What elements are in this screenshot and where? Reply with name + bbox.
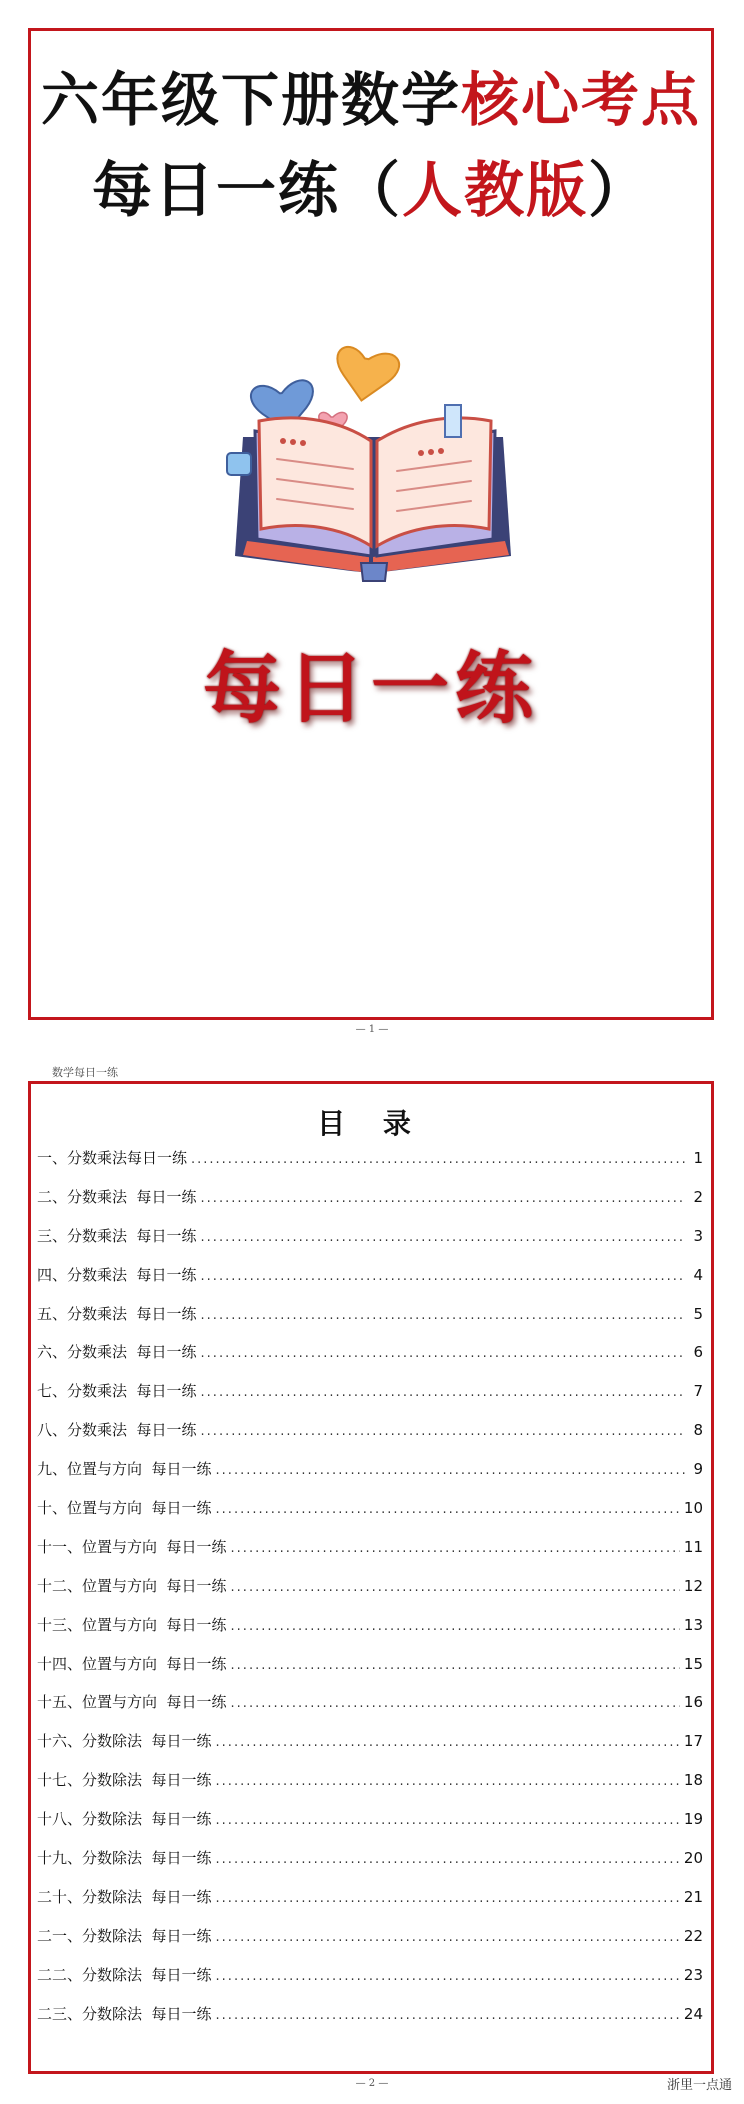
toc-entry[interactable] <box>37 1379 703 1418</box>
toc-entry[interactable] <box>37 1535 703 1574</box>
toc-entry-label: 二十、分数除法 每日一练 <box>37 1887 212 1906</box>
toc-entry-label: 三、分数乘法 每日一练 <box>37 1226 197 1245</box>
toc-entry-label: 十三、位置与方向 每日一练 <box>37 1615 227 1634</box>
toc-entry-page-number: 2 <box>693 1187 703 1206</box>
toc-entry-page-number: 15 <box>683 1654 703 1673</box>
toc-entry-label: 十九、分数除法 每日一练 <box>37 1849 212 1868</box>
toc-entry-label: 四、分数乘法 每日一练 <box>37 1265 197 1284</box>
toc-entry-page-number: 8 <box>693 1421 703 1440</box>
toc-dot-leader <box>216 1848 680 1872</box>
toc-entry[interactable] <box>37 1185 703 1224</box>
toc-entry[interactable] <box>37 1574 703 1613</box>
toc-dot-leader <box>201 1381 685 1405</box>
toc-dot-leader <box>216 1809 680 1833</box>
toc-list <box>37 1146 703 2040</box>
toc-entry-page-number: 1 <box>693 1149 703 1167</box>
open-book-with-hearts-icon <box>221 341 531 601</box>
footer-brand: 浙里一点通 <box>666 2078 732 2093</box>
toc-entry[interactable] <box>37 1807 703 1846</box>
page-number-toc: — 2 — <box>355 2078 389 2089</box>
toc-entry-label: 十一、位置与方向 每日一练 <box>37 1537 227 1556</box>
cover-subtitle-black-part: 每日一练（ <box>92 156 402 226</box>
toc-entry-page-number: 3 <box>693 1226 703 1245</box>
toc-entry-label: 一、分数乘法每日一练 <box>37 1149 188 1167</box>
toc-entry[interactable] <box>37 1690 703 1729</box>
cover-badge-title: 每日一练 <box>202 643 539 734</box>
toc-entry[interactable] <box>37 1963 703 2002</box>
toc-dot-leader <box>231 1654 680 1678</box>
toc-dot-leader <box>201 1187 685 1211</box>
toc-entry-page-number: 12 <box>683 1576 703 1595</box>
toc-entry[interactable] <box>37 1457 703 1496</box>
toc-dot-leader <box>201 1265 685 1289</box>
toc-entry-page-number: 9 <box>693 1460 703 1479</box>
toc-entry-page-number: 7 <box>693 1382 703 1401</box>
toc-entry-label: 二、分数乘法 每日一练 <box>37 1187 197 1206</box>
toc-dot-leader <box>201 1304 685 1328</box>
toc-entry-label: 十六、分数除法 每日一练 <box>37 1732 212 1751</box>
toc-entry-label: 八、分数乘法 每日一练 <box>37 1421 197 1440</box>
toc-dot-leader <box>216 1887 680 1911</box>
toc-entry-label: 五、分数乘法 每日一练 <box>37 1304 197 1323</box>
toc-dot-leader <box>231 1615 680 1639</box>
toc-entry-label: 十五、位置与方向 每日一练 <box>37 1693 227 1712</box>
toc-entry-page-number: 16 <box>683 1693 703 1712</box>
toc-entry-label: 十、位置与方向 每日一练 <box>37 1499 212 1518</box>
cover-subtitle-line2 <box>31 143 711 229</box>
toc-entry-page-number: 19 <box>683 1810 703 1829</box>
running-header: 数学每日一练 <box>52 1066 118 1079</box>
cover-title-red-part: 核心考点 <box>461 66 702 134</box>
cover-subtitle-close-paren: ） <box>588 156 650 226</box>
toc-dot-leader <box>201 1342 685 1366</box>
toc-dot-leader <box>216 1926 680 1950</box>
cover-subtitle-red-part: 人教版 <box>402 156 588 226</box>
toc-entry[interactable] <box>37 1613 703 1652</box>
toc-entry[interactable] <box>37 1729 703 1768</box>
toc-dot-leader <box>216 2004 680 2028</box>
toc-entry[interactable] <box>37 1263 703 1302</box>
toc-entry-page-number: 24 <box>683 2004 703 2023</box>
toc-entry[interactable] <box>37 1885 703 1924</box>
toc-entry-page-number: 23 <box>683 1965 703 1984</box>
toc-dot-leader <box>216 1965 680 1989</box>
toc-entry-page-number: 17 <box>683 1732 703 1751</box>
toc-dot-leader <box>191 1148 685 1172</box>
toc-entry[interactable] <box>37 1146 703 1185</box>
toc-entry-page-number: 5 <box>693 1304 703 1323</box>
toc-entry[interactable] <box>37 1340 703 1379</box>
toc-entry-label: 二一、分数除法 每日一练 <box>37 1926 212 1945</box>
toc-entry-page-number: 21 <box>683 1887 703 1906</box>
toc-entry-page-number: 6 <box>693 1343 703 1362</box>
toc-entry[interactable] <box>37 1418 703 1457</box>
toc-entry[interactable] <box>37 1924 703 1963</box>
toc-entry[interactable] <box>37 1768 703 1807</box>
cover-page <box>28 28 714 1020</box>
toc-entry-page-number: 10 <box>683 1499 703 1518</box>
toc-entry-label: 六、分数乘法 每日一练 <box>37 1343 197 1362</box>
toc-dot-leader <box>216 1731 680 1755</box>
toc-title: 目 录 <box>317 1107 425 1140</box>
toc-dot-leader <box>201 1420 685 1444</box>
toc-entry-label: 十八、分数除法 每日一练 <box>37 1810 212 1829</box>
toc-dot-leader <box>216 1498 680 1522</box>
toc-entry[interactable] <box>37 2002 703 2041</box>
toc-entry-label: 十二、位置与方向 每日一练 <box>37 1576 227 1595</box>
toc-entry[interactable] <box>37 1846 703 1885</box>
toc-entry-label: 九、位置与方向 每日一练 <box>37 1460 212 1479</box>
toc-entry-page-number: 18 <box>683 1771 703 1790</box>
page-number-cover: — 1 — <box>355 1024 389 1035</box>
cover-title-line1 <box>31 53 711 137</box>
toc-dot-leader <box>201 1226 685 1250</box>
toc-entry-label: 十四、位置与方向 每日一练 <box>37 1654 227 1673</box>
toc-entry-page-number: 11 <box>683 1537 703 1556</box>
toc-page <box>28 1081 714 2074</box>
cover-title-black-part: 六年级下册数学 <box>40 66 461 134</box>
toc-dot-leader <box>231 1692 680 1716</box>
toc-entry-label: 二二、分数除法 每日一练 <box>37 1965 212 1984</box>
toc-dot-leader <box>231 1576 680 1600</box>
toc-entry[interactable] <box>37 1496 703 1535</box>
toc-entry[interactable] <box>37 1302 703 1341</box>
toc-entry-page-number: 13 <box>683 1615 703 1634</box>
toc-entry[interactable] <box>37 1224 703 1263</box>
toc-entry-page-number: 4 <box>693 1265 703 1284</box>
toc-entry-page-number: 22 <box>683 1926 703 1945</box>
toc-entry[interactable] <box>37 1652 703 1691</box>
toc-entry-page-number: 20 <box>683 1849 703 1868</box>
toc-entry-label: 二三、分数除法 每日一练 <box>37 2004 212 2023</box>
toc-entry-label: 七、分数乘法 每日一练 <box>37 1382 197 1401</box>
toc-dot-leader <box>216 1770 680 1794</box>
toc-entry-label: 十七、分数除法 每日一练 <box>37 1771 212 1790</box>
toc-dot-leader <box>216 1459 685 1483</box>
toc-dot-leader <box>231 1537 680 1561</box>
